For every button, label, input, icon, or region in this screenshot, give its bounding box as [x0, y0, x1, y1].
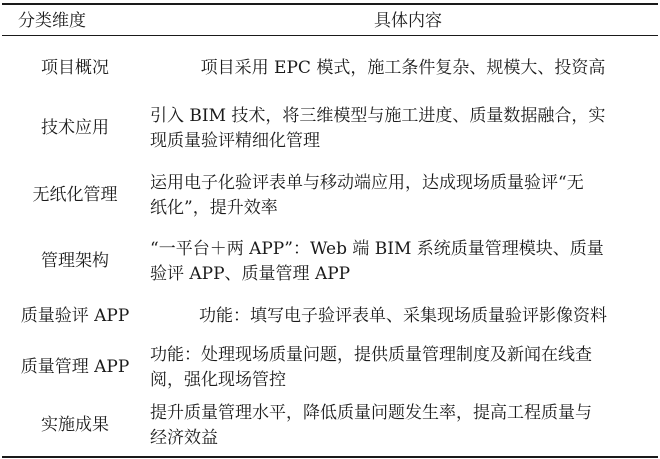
row-category: 管理架构 — [41, 251, 109, 271]
row-content — [150, 104, 656, 154]
row-category: 无纸化管理 — [32, 185, 118, 205]
row-content-line: 纸化”，提升效率 — [150, 198, 278, 218]
row-content — [150, 401, 656, 451]
header-content: 具体内容 — [374, 11, 442, 31]
row-content-line: 引入 BIM 技术，将三维模型与施工进度、质量数据融合，实 — [150, 106, 606, 126]
row-content-line: 阅，强化现场管控 — [150, 370, 286, 390]
row-category: 质量管理 APP — [20, 357, 130, 377]
row-category: 实施成果 — [41, 415, 109, 435]
row-content-line: 运用电子化验评表单与移动端应用，达成现场质量验评“无 — [150, 173, 584, 193]
row-content — [150, 343, 656, 393]
row-category: 技术应用 — [41, 118, 109, 138]
row-content-line: 功能：处理现场质量问题，提供质量管理制度及新闻在线查 — [150, 345, 592, 365]
row-content — [150, 56, 656, 81]
row-content-line: 项目采用 EPC 模式，施工条件复杂、规模大、投资高 — [200, 58, 606, 78]
row-content-line: 经济效益 — [150, 428, 218, 448]
row-content-line: 验评 APP、质量管理 APP — [150, 264, 351, 284]
row-content — [150, 237, 656, 287]
row-content — [150, 304, 656, 329]
table-header-rule — [2, 35, 658, 36]
row-category: 质量验评 APP — [20, 306, 130, 326]
row-content-line: 功能：填写电子验评表单、采集现场质量验评影像资料 — [199, 306, 607, 326]
row-category: 项目概况 — [41, 58, 109, 78]
row-content-line: “一平台＋两 APP”：Web 端 BIM 系统质量管理模块、质量 — [150, 239, 604, 259]
row-content — [150, 171, 656, 221]
table-bottom-rule — [2, 456, 658, 458]
row-content-line: 现质量验评精细化管理 — [150, 131, 320, 151]
table-top-rule — [2, 3, 658, 5]
header-category: 分类维度 — [18, 11, 86, 31]
row-content-line: 提升质量管理水平，降低质量问题发生率，提高工程质量与 — [150, 403, 592, 423]
